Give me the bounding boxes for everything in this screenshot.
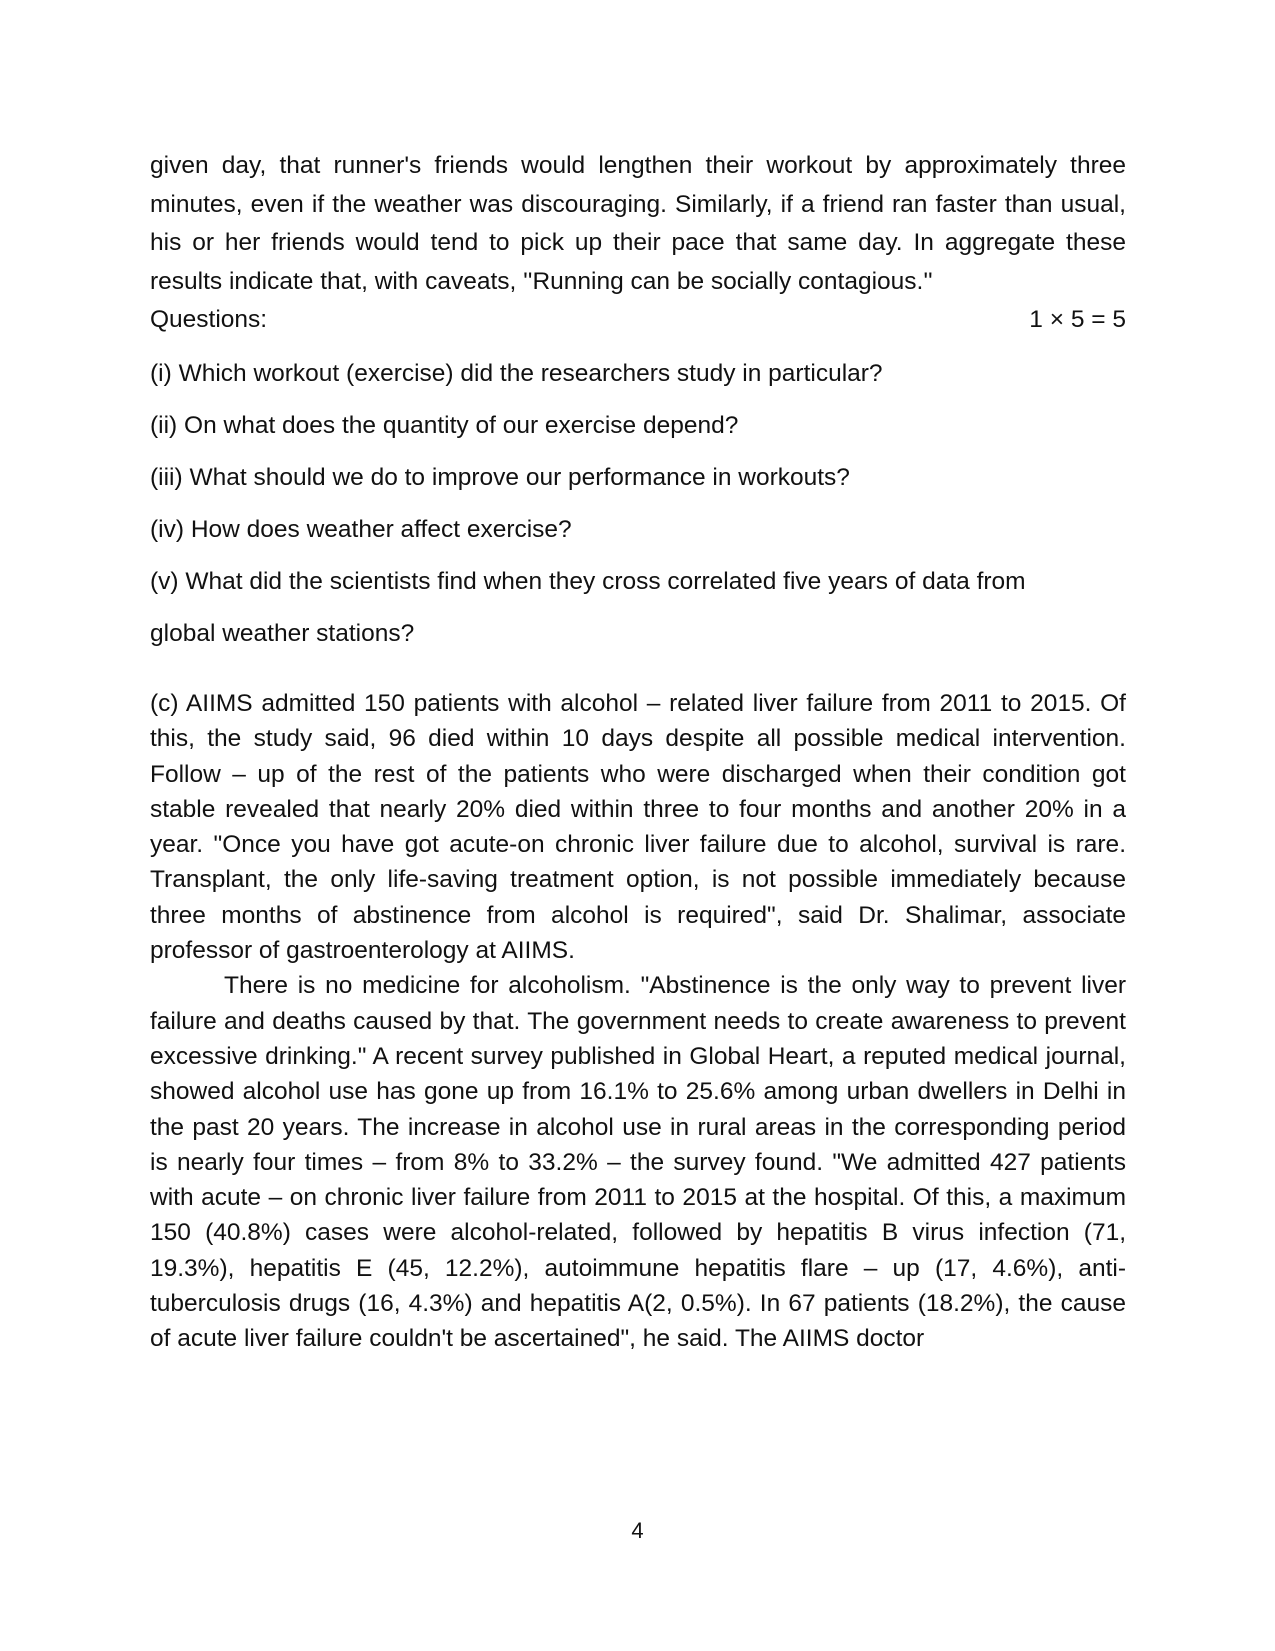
question-ii: (ii) On what does the quantity of our exercise depend? (150, 412, 739, 439)
questions-label: Questions: (150, 306, 268, 333)
passage-c-paragraph-2: There is no medicine for alcoholism. "Abstinence is the only way to prevent liver failure and deaths caused by that. The government needs to create awareness to prevent excessive drinking." A recent survey published in Global Heart, a reputed medical journal, showed alcohol use has gone up from 16.1% to 25.6% among urban dwellers in Delhi in the past 20 years. The increase in alcohol use in rural areas in the corresponding period is nearly four times – from 8% to 33.2% – the survey found. "We admitted 427 patients with acute – on chronic liver failure from 2011 to 2015 at the hospital. Of this, a maximum 150 (40.8%) cases were alcohol-related, followed by hepatitis B virus infection (71, 19.3%), hepatitis E (45, 12.2%), autoimmune hepatitis flare – up (17, 4.6%), anti-tuberculosis drugs (16, 4.3%) and hepatitis A(2, 0.5%). In 67 patients (18.2%), the cause of acute liver failure couldn't be ascertained", he said. The AIIMS doctor (150, 972, 1126, 1353)
question-iv: (iv) How does weather affect exercise? (150, 516, 572, 543)
question-iii: (iii) What should we do to improve our performance in workouts? (150, 464, 850, 491)
page-number: 4 (631, 1518, 644, 1543)
question-i: (i) Which workout (exercise) did the researchers study in particular? (150, 360, 883, 387)
question-v-continued: global weather stations? (150, 620, 415, 647)
question-v: (v) What did the scientists find when they cross correlated five years of data from (150, 568, 1026, 595)
document-page (150, 147, 1126, 1357)
passage-c-paragraph-1: (c) AIIMS admitted 150 patients with alcohol – related liver failure from 2011 to 2015. Of this, the study said, 96 died within 10 days despite all possible medical intervention. Follow – up of the rest of the patients who were discharged when their condition got stable revealed that nearly 20% died within three to four months and another 20% in a year. "Once you have got acute-on chronic liver failure due to alcohol, survival is rare. Transplant, the only life-saving treatment option, is not possible immediately because three months of abstinence from alcohol is required", said Dr. Shalimar, associate professor of gastroenterology at AIIMS. (150, 690, 1126, 965)
questions-header (150, 301, 1126, 339)
questions-marks: 1 × 5 = 5 (1029, 306, 1126, 333)
passage-b-end-paragraph: given day, that runner's friends would lengthen their workout by approximately three minutes, even if the weather was discouraging. Similarly, if a friend ran faster than usual, his or her friends would tend to pick up their pace that same day. In aggregate these results indicate that, with caveats, ''Running can be socially contagious.'' (150, 152, 1126, 295)
